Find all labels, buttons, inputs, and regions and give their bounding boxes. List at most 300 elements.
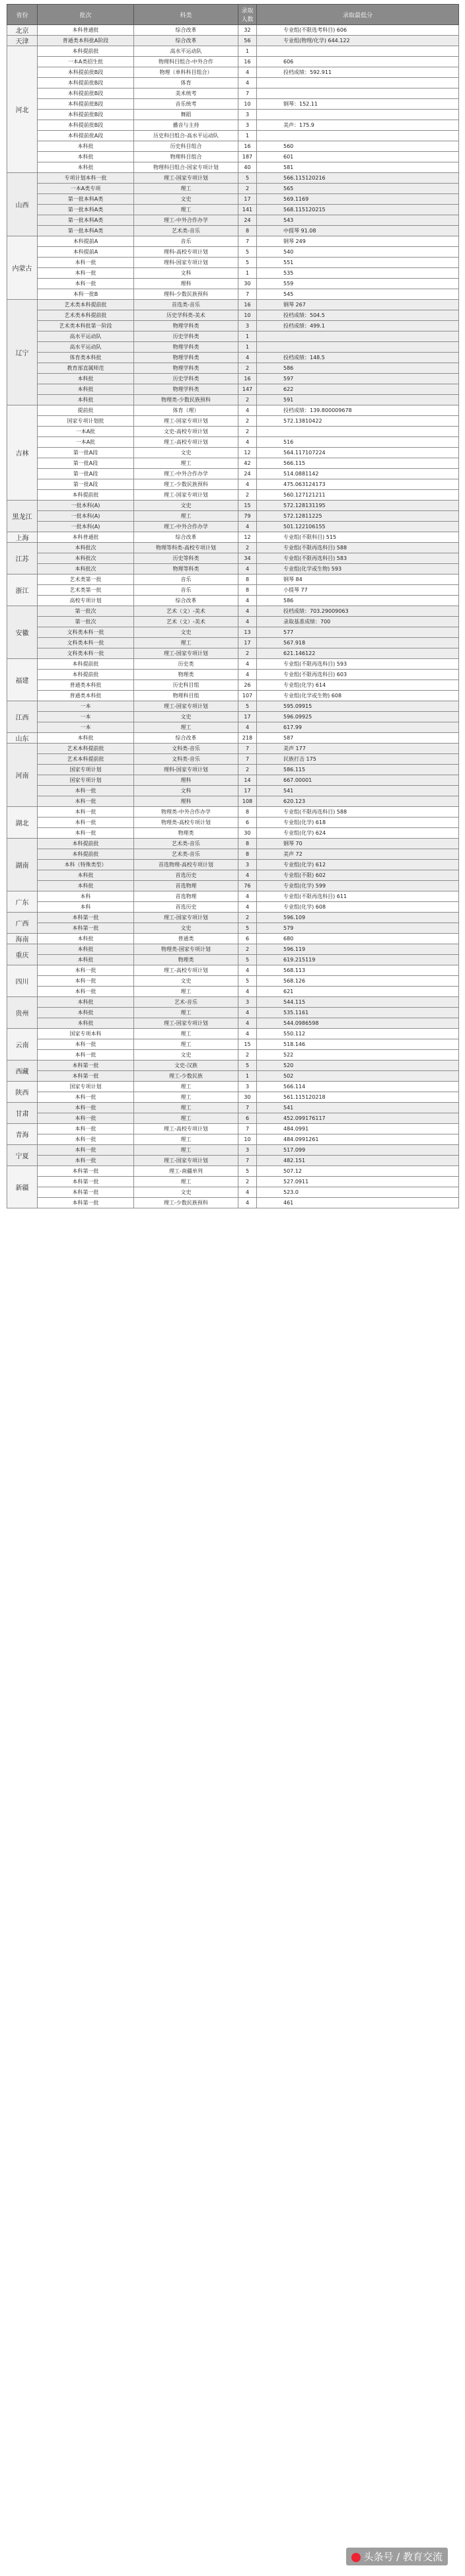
table-row [7,458,459,469]
min-score-cell [257,342,459,353]
min-score-cell: 550.112 [257,1029,459,1039]
batch-cell: 第一批A段 [38,469,134,479]
table-row [7,78,459,88]
plan-count-cell: 10 [238,1134,257,1145]
min-score-cell: 541 [257,786,459,796]
batch-cell: 第一批A段 [38,458,134,469]
plan-count-cell: 1 [238,268,257,279]
plan-count-cell: 5 [238,976,257,987]
min-score-cell: 565 [257,184,459,194]
table-row [7,775,459,786]
subject-cell: 文史-汉族 [134,1061,238,1071]
batch-cell: 一本 [38,712,134,722]
table-row [7,110,459,120]
batch-cell: 本科批 [38,152,134,162]
subject-cell: 首选物理 [134,891,238,902]
plan-count-cell: 2 [238,427,257,437]
batch-cell: 本科一批 [38,258,134,268]
subject-cell: 体育 [134,78,238,88]
subject-cell: 理工 [134,987,238,997]
table-row [7,1082,459,1092]
batch-cell: 本科提前批B段 [38,120,134,131]
subject-cell: 理科 [134,796,238,807]
min-score-cell: 投档成绩：504.5 [257,310,459,321]
subject-cell: 综合改革 [134,733,238,744]
subject-cell: 文史 [134,194,238,205]
plan-count-cell: 1 [238,342,257,353]
table-row [7,268,459,279]
subject-cell: 理工 [134,722,238,733]
subject-cell: 理工 [134,1177,238,1187]
batch-cell: 本科批次 [38,564,134,574]
plan-count-cell: 7 [238,1124,257,1134]
batch-cell: 本科一批 [38,279,134,289]
min-score-cell: 投档成绩：499.1 [257,321,459,331]
table-row [7,765,459,775]
plan-count-cell: 7 [238,1103,257,1113]
plan-count-cell: 4 [238,67,257,78]
batch-cell: 本科批次 [38,543,134,553]
subject-cell: 音乐统考 [134,99,238,110]
subject-cell: 理工-中外合作办学 [134,522,238,532]
batch-cell: 一本 [38,701,134,712]
plan-count-cell: 4 [238,722,257,733]
header-batch: 批次 [38,5,134,25]
plan-count-cell: 4 [238,78,257,88]
min-score-cell: 美声 177 [257,744,459,754]
table-row [7,818,459,828]
min-score-cell: 579 [257,923,459,934]
subject-cell: 物理科目组合 [134,152,238,162]
batch-cell: 本科一批 [38,786,134,796]
batch-cell: 第一批本科A类 [38,226,134,236]
subject-cell: 理工 [134,205,238,215]
min-score-cell: 专业组(不限再选科目) 583 [257,553,459,564]
plan-count-cell: 5 [238,258,257,268]
batch-cell: 本科一批 [38,1092,134,1103]
table-row [7,606,459,617]
plan-count-cell: 42 [238,458,257,469]
plan-count-cell: 8 [238,574,257,585]
min-score-cell: 484.0991 [257,1124,459,1134]
plan-count-cell: 3 [238,1082,257,1092]
plan-count-cell: 4 [238,522,257,532]
table-row [7,1071,459,1082]
min-score-cell [257,131,459,141]
plan-count-cell: 3 [238,110,257,120]
min-score-cell: 586.115 [257,765,459,775]
min-score-cell: 596.119 [257,944,459,955]
subject-cell: 首选历史 [134,870,238,881]
subject-cell: 文科类-音乐 [134,754,238,765]
table-row [7,162,459,173]
plan-count-cell: 7 [238,88,257,99]
min-score-cell: 566.115120216 [257,173,459,184]
min-score-cell: 专业组(化学或生物) 608 [257,691,459,701]
plan-count-cell: 14 [238,775,257,786]
min-score-cell: 专业组(化学) 624 [257,828,459,839]
table-row [7,331,459,342]
table-row [7,670,459,680]
table-row [7,786,459,796]
subject-cell: 音乐 [134,585,238,596]
min-score-cell: 561.115120218 [257,1092,459,1103]
table-row [7,194,459,205]
min-score-cell: 钢琴 267 [257,300,459,310]
subject-cell: 历史学科类-美术 [134,310,238,321]
subject-cell: 理工 [134,638,238,648]
subject-cell: 理工 [134,1082,238,1092]
min-score-cell: 586 [257,596,459,606]
batch-cell: 本科一批 [38,268,134,279]
batch-cell: 本科第一批 [38,1177,134,1187]
batch-cell: 国家专项计划 [38,775,134,786]
subject-cell: 理工-国家专项计划 [134,913,238,923]
province-cell: 贵州 [7,997,38,1029]
min-score-cell: 535.1161 [257,1008,459,1018]
subject-cell: 理工 [134,1145,238,1156]
table-row [7,680,459,691]
plan-count-cell: 187 [238,152,257,162]
subject-cell: 首选历史 [134,902,238,913]
subject-cell: 理科 [134,279,238,289]
min-score-cell: 522 [257,1050,459,1061]
header-province: 省份 [7,5,38,25]
subject-cell: 理工-高校专项计划 [134,1124,238,1134]
plan-count-cell: 4 [238,891,257,902]
min-score-cell: 559 [257,279,459,289]
table-row [7,934,459,944]
batch-cell: 一本A批 [38,427,134,437]
subject-cell: 理科-高校专项计划 [134,247,238,258]
province-cell: 黑龙江 [7,501,38,532]
table-row [7,427,459,437]
subject-cell: 理工 [134,1029,238,1039]
plan-count-cell: 79 [238,511,257,522]
plan-count-cell: 6 [238,818,257,828]
subject-cell: 物理科目组合-国家专项计划 [134,162,238,173]
table-row [7,965,459,976]
batch-cell: 艺术类本科提前批 [38,310,134,321]
min-score-cell: 581 [257,162,459,173]
min-score-cell: 572.12811225 [257,511,459,522]
min-score-cell: 507.12 [257,1166,459,1177]
subject-cell: 综合改革 [134,532,238,543]
min-score-cell: 专业组(不限再选科目) 588 [257,543,459,553]
plan-count-cell: 56 [238,36,257,46]
table-row [7,1092,459,1103]
subject-cell: 物理科目组合-中外合作 [134,57,238,67]
province-cell: 重庆 [7,944,38,965]
batch-cell: 本科一批B [38,289,134,300]
min-score-cell: 专业组(物理/化学) 644.122 [257,36,459,46]
plan-count-cell: 6 [238,934,257,944]
min-score-cell: 569.1169 [257,194,459,205]
province-cell: 内蒙古 [7,236,38,300]
plan-count-cell: 16 [238,141,257,152]
plan-count-cell: 8 [238,807,257,818]
plan-count-cell: 7 [238,289,257,300]
batch-cell: 一本A批 [38,437,134,448]
batch-cell: 本科普通批 [38,25,134,36]
province-cell: 江西 [7,701,38,733]
plan-count-cell: 4 [238,987,257,997]
table-row [7,733,459,744]
min-score-cell: 540 [257,247,459,258]
table-row [7,902,459,913]
table-row [7,754,459,765]
subject-cell: 文史 [134,923,238,934]
province-cell: 福建 [7,659,38,701]
subject-cell: 物理学科类 [134,321,238,331]
province-cell: 天津 [7,36,38,46]
batch-cell: 第一批本科A类 [38,205,134,215]
min-score-cell: 民族打击 175 [257,754,459,765]
subject-cell: 理工-少数民族预科 [134,479,238,490]
table-row [7,744,459,754]
min-score-cell: 572.128131195 [257,501,459,511]
table-row [7,564,459,574]
min-score-cell: 钢琴 249 [257,236,459,247]
min-score-cell: 专业组(化学) 612 [257,860,459,870]
plan-count-cell: 2 [238,543,257,553]
plan-count-cell: 30 [238,828,257,839]
subject-cell: 物理等科类 [134,564,238,574]
subject-cell: 历史学科类 [134,374,238,384]
header-subject: 科类 [134,5,238,25]
min-score-cell: 619.215119 [257,955,459,965]
plan-count-cell: 10 [238,99,257,110]
batch-cell: 本科提前批B段 [38,99,134,110]
plan-count-cell: 4 [238,564,257,574]
subject-cell: 首选类-音乐 [134,300,238,310]
table-row [7,448,459,458]
min-score-cell: 投档成绩：592.911 [257,67,459,78]
plan-count-cell: 2 [238,913,257,923]
subject-cell: 文史 [134,501,238,511]
min-score-cell: 622 [257,384,459,395]
table-row [7,1177,459,1187]
table-row [7,236,459,247]
min-score-cell: 597 [257,374,459,384]
subject-cell: 艺术类-音乐 [134,226,238,236]
batch-cell: 本科提前批 [38,839,134,849]
batch-cell: 专项计划本科一批 [38,173,134,184]
min-score-cell: 577 [257,627,459,638]
subject-cell: 理工-中外合作办学 [134,469,238,479]
subject-cell: 历史等科类 [134,553,238,564]
batch-cell: 本科第一批 [38,1061,134,1071]
table-row [7,416,459,427]
plan-count-cell: 7 [238,236,257,247]
watermark-text: 头条号 / 教育交流 [363,2551,443,2563]
subject-cell: 物理等科类-高校专项计划 [134,543,238,553]
min-score-cell: 667.00001 [257,775,459,786]
min-score-cell: 钢琴 70 [257,839,459,849]
batch-cell: 本科提前A [38,236,134,247]
subject-cell: 艺术-音乐 [134,997,238,1008]
plan-count-cell: 26 [238,680,257,691]
table-row [7,574,459,585]
table-row [7,1166,459,1177]
plan-count-cell: 2 [238,648,257,659]
min-score-cell: 中提琴 91.08 [257,226,459,236]
min-score-cell: 专业组(不限再选科目) 593 [257,659,459,670]
min-score-cell: 621 [257,987,459,997]
province-cell: 浙江 [7,574,38,606]
min-score-cell: 617.99 [257,722,459,733]
plan-count-cell: 3 [238,860,257,870]
table-row [7,67,459,78]
subject-cell: 高水平运动队 [134,46,238,57]
table-row [7,405,459,416]
batch-cell: 一批本科(A) [38,511,134,522]
subject-cell: 舞蹈 [134,110,238,120]
subject-cell: 理工 [134,1039,238,1050]
table-row [7,258,459,268]
subject-cell: 历史学科类 [134,331,238,342]
min-score-cell: 投档成绩：148.5 [257,353,459,363]
subject-cell: 文史 [134,1050,238,1061]
batch-cell: 普通类本科批 [38,680,134,691]
batch-cell: 本科提前A [38,247,134,258]
table-row [7,1018,459,1029]
subject-cell: 文科 [134,268,238,279]
subject-cell: 物理类 [134,828,238,839]
table-row [7,839,459,849]
subject-cell: 文史 [134,448,238,458]
plan-count-cell: 4 [238,405,257,416]
plan-count-cell: 1 [238,1071,257,1082]
table-row [7,310,459,321]
plan-count-cell: 2 [238,1177,257,1187]
batch-cell: 本科一批 [38,1156,134,1166]
batch-cell: 第一批次 [38,617,134,627]
min-score-cell: 484.0991261 [257,1134,459,1145]
table-row [7,796,459,807]
table-row [7,881,459,891]
province-cell: 河北 [7,46,38,173]
subject-cell: 理工 [134,1134,238,1145]
batch-cell: 第一批本科A类 [38,194,134,205]
plan-count-cell: 4 [238,1008,257,1018]
table-row [7,1061,459,1071]
batch-cell: 一本A类招生批 [38,57,134,67]
min-score-cell: 621.146122 [257,648,459,659]
batch-cell: 本科提前批A段 [38,131,134,141]
table-row [7,36,459,46]
batch-cell: 本科一批 [38,1145,134,1156]
plan-count-cell: 4 [238,659,257,670]
batch-cell: 本科批 [38,733,134,744]
header-min-score: 录取最低分 [257,5,459,25]
subject-cell: 理工-高校专项计划 [134,965,238,976]
table-row [7,1134,459,1145]
batch-cell: 本科一批 [38,1039,134,1050]
table-row [7,247,459,258]
plan-count-cell: 16 [238,374,257,384]
subject-cell: 物理科目组 [134,691,238,701]
subject-cell: 文史 [134,627,238,638]
batch-cell: 本科第一批 [38,1198,134,1208]
subject-cell: 理科-少数民族预科 [134,289,238,300]
table-header-row [7,5,459,25]
province-cell: 海南 [7,934,38,944]
plan-count-cell: 4 [238,353,257,363]
subject-cell: 物理学科类 [134,363,238,374]
batch-cell: 本科批 [38,162,134,173]
plan-count-cell: 12 [238,532,257,543]
table-row [7,923,459,934]
plan-count-cell: 2 [238,363,257,374]
table-body [7,25,459,1208]
table-row [7,469,459,479]
province-cell: 辽宁 [7,300,38,405]
batch-cell: 本科一批 [38,796,134,807]
plan-count-cell: 2 [238,765,257,775]
province-cell: 宁夏 [7,1145,38,1166]
table-row [7,987,459,997]
batch-cell: 艺术类本科提前批 [38,300,134,310]
subject-cell: 文史-高校专项计划 [134,427,238,437]
batch-cell: 本科一批 [38,1124,134,1134]
table-row [7,363,459,374]
min-score-cell: 680 [257,934,459,944]
subject-cell: 物理学科类 [134,342,238,353]
province-cell: 江苏 [7,543,38,574]
plan-count-cell: 4 [238,670,257,680]
table-row [7,870,459,881]
batch-cell: 第一批A段 [38,479,134,490]
table-row [7,553,459,564]
plan-count-cell: 6 [238,1113,257,1124]
min-score-cell [257,46,459,57]
table-row [7,659,459,670]
min-score-cell: 568.115120215 [257,205,459,215]
province-cell: 北京 [7,25,38,36]
batch-cell: 第一批本科A类 [38,215,134,226]
table-row [7,1156,459,1166]
min-score-cell: 596.09925 [257,712,459,722]
subject-cell: 艺术类-音乐 [134,849,238,860]
batch-cell: 本科一批 [38,818,134,828]
plan-count-cell: 17 [238,638,257,648]
province-cell: 安徽 [7,606,38,659]
batch-cell: 高水平运动队 [38,342,134,353]
table-row [7,1039,459,1050]
batch-cell: 高校专项计划 [38,596,134,606]
subject-cell: 文科类-音乐 [134,744,238,754]
header-plan-count: 录取人数 [238,5,257,25]
plan-count-cell: 12 [238,448,257,458]
min-score-cell: 560 [257,141,459,152]
subject-cell: 普通类 [134,934,238,944]
min-score-cell: 545 [257,289,459,300]
min-score-cell: 钢琴 84 [257,574,459,585]
province-cell: 上海 [7,532,38,543]
table-row [7,1008,459,1018]
batch-cell: 本科提前批 [38,490,134,501]
table-row [7,279,459,289]
table-row [7,289,459,300]
batch-cell: 国家专项计划 [38,765,134,775]
watermark [346,2548,448,2565]
logo-icon [351,2553,361,2562]
plan-count-cell: 4 [238,1018,257,1029]
min-score-cell: 564.117107224 [257,448,459,458]
table-row [7,141,459,152]
batch-cell: 本科一批 [38,1134,134,1145]
